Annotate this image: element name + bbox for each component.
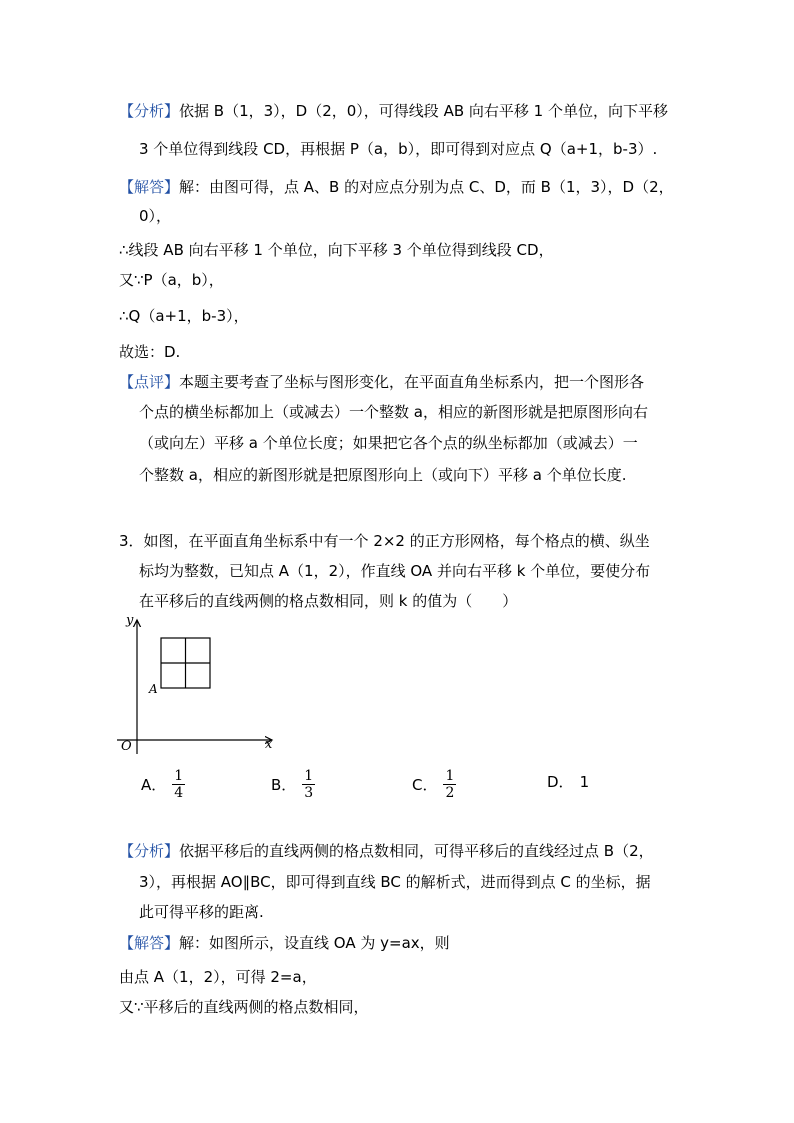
question-3-line-1: 3．如图，在平面直角坐标系中有一个 2×2 的正方形网格，每个格点的横、纵坐 bbox=[119, 532, 650, 550]
comment-1-line-3: （或向左）平移 a 个单位长度；如果把它各个点的纵坐标都加（或减去）一 bbox=[139, 434, 638, 452]
answer-3-tag: 【解答】 bbox=[119, 934, 180, 952]
answer-3-line-2: 由点 A（1，2），可得 2=a， bbox=[119, 968, 317, 986]
answer-1-line-5: ∴Q（a+1，b-3）， bbox=[119, 307, 249, 325]
comment-1-line-4: 个整数 a，相应的新图形就是把原图形向上（或向下）平移 a 个单位长度. bbox=[139, 466, 627, 484]
option-d[interactable]: D． 1 bbox=[547, 772, 590, 791]
analysis-3-tag: 【分析】 bbox=[119, 842, 180, 860]
comment-1-line-1: 【点评】本题主要考查了坐标与图形变化，在平面直角坐标系内，把一个图形各 bbox=[119, 373, 645, 391]
question-3-line-3: 在平移后的直线两侧的格点数相同，则 k 的值为（ ） bbox=[139, 592, 518, 610]
answer-1-line-3: ∴线段 AB 向右平移 1 个单位，向下平移 3 个单位得到线段 CD， bbox=[119, 241, 554, 259]
answer-tag: 【解答】 bbox=[119, 178, 180, 196]
option-c[interactable]: C． $\frac{1}{2}$ bbox=[412, 768, 455, 801]
answer-3-line-1: 【解答】解：如图所示，设直线 OA 为 y=ax，则 bbox=[119, 934, 450, 952]
analysis-tag: 【分析】 bbox=[119, 102, 180, 120]
answer-3-line-3: 又∵平移后的直线两侧的格点数相同， bbox=[119, 998, 369, 1016]
analysis-3-line-3: 此可得平移的距离. bbox=[139, 903, 264, 921]
answer-1-line-2: 0）， bbox=[139, 207, 172, 225]
answer-1-line-4: 又∵P（a，b）， bbox=[119, 271, 224, 289]
answer-1-line-6: 故选：D. bbox=[119, 343, 181, 361]
analysis-3-line-1: 【分析】依据平移后的直线两侧的格点数相同，可得平移后的直线经过点 B（2， bbox=[119, 842, 654, 860]
analysis-1-line-1: 【分析】依据 B（1，3），D（2，0），可得线段 AB 向右平移 1 个单位，向下平移 bbox=[119, 102, 668, 120]
x-axis-label: x bbox=[265, 737, 273, 752]
origin-label: O bbox=[121, 739, 132, 754]
answer-1-line-1: 【解答】解：由图可得，点 A、B 的对应点分别为点 C、D，而 B（1，3），D（2， bbox=[119, 178, 674, 196]
comment-tag: 【点评】 bbox=[119, 373, 180, 391]
option-a[interactable]: A． $\frac{1}{4}$ bbox=[141, 768, 184, 801]
option-a-fraction: $\frac{1}{4}$ bbox=[174, 768, 184, 801]
coordinate-figure bbox=[112, 612, 282, 754]
analysis-3-line-2: 3），再根据 AO∥BC，即可得到直线 BC 的解析式，进而得到点 C 的坐标，据 bbox=[139, 873, 651, 891]
option-b[interactable]: B． $\frac{1}{3}$ bbox=[271, 768, 314, 801]
option-c-fraction: $\frac{1}{2}$ bbox=[445, 768, 455, 801]
y-axis-label: y bbox=[126, 613, 134, 628]
comment-1-line-2: 个点的横坐标都加上（或减去）一个整数 a，相应的新图形就是把原图形向右 bbox=[139, 403, 648, 421]
option-b-fraction: $\frac{1}{3}$ bbox=[304, 768, 314, 801]
analysis-1-line-2: 3 个单位得到线段 CD，再根据 P（a，b），即可得到对应点 Q（a+1，b-3）. bbox=[139, 140, 658, 158]
point-a-label: A bbox=[149, 682, 158, 696]
question-3-line-2: 标均为整数，已知点 A（1，2），作直线 OA 并向右平移 k 个单位，要使分布 bbox=[139, 562, 651, 580]
